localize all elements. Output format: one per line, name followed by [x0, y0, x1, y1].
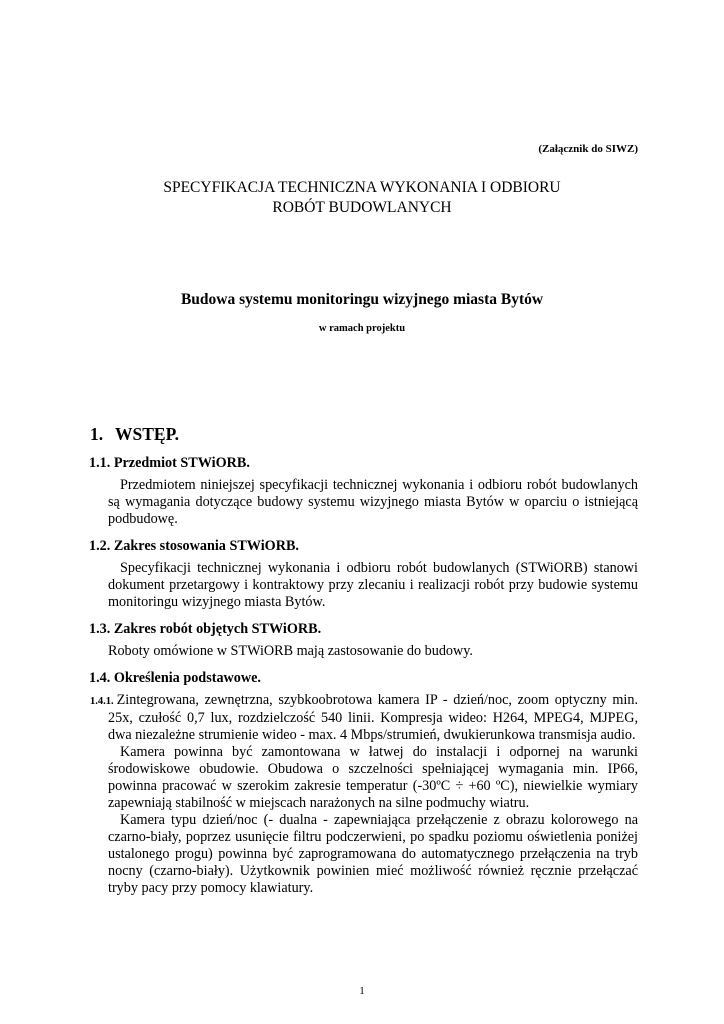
section-1-4-1-item: [90, 692, 638, 744]
project-title: Budowa systemu monitoringu wizyjnego miasta Bytów: [180, 291, 544, 308]
project-subtitle: w ramach projektu: [318, 323, 406, 334]
section-1-heading: [90, 426, 638, 443]
section-1-4-heading: 1.4. Określenia podstawowe.: [89, 670, 261, 686]
section-1-4-1-paragraph-3: Kamera typu dzień/noc (- dualna - zapewniająca przełączenie z obrazu kolorowego na czarno-biały, poprzez usunięcie filtru podczerwieni, po spadku poziomu oświetlenia poniżej ustalonego progu) powinna być zaprogramowana do automatycznego przełączenia na tryb nocny (czarno-biały). Użytkownik powinien mieć możliwość również ręcznie przełączać tryby pacy przy pomocy klawiatury.: [108, 812, 638, 896]
section-1-4-1-text: Zintegrowana, zewnętrzna, szybkoobrotowa kamera IP - dzień/noc, zoom optyczny min. 25x, czułość 0,7 lux, rozdzielczość 540 linii. Kompresja wideo: H264, MPEG4, MJPEG, dwa niezależne strumienie wideo - max. 4 Mbps/strumień, dwukierunkowa transmisja audio.: [108, 692, 638, 743]
annex-label: (Załącznik do SIWZ): [538, 143, 638, 155]
document-title-line2: ROBÓT BUDOWLANYCH: [272, 199, 452, 216]
section-1-4-1-number: 1.4.1.: [90, 696, 114, 707]
document-title: [0, 178, 724, 218]
section-1-3-paragraph: Roboty omówione w STWiORB mają zastosowanie do budowy.: [108, 643, 473, 659]
section-1-3-heading: 1.3. Zakres robót objętych STWiORB.: [89, 621, 322, 637]
section-1-4-1-paragraph-2: Kamera powinna być zamontowana w łatwej do instalacji i odpornej na warunki środowiskowe obudowie. Obudowa o szczelności spełniającej wymagania min. IP66, powinna pracować w szerokim zakresie temperatur (-30ºC ÷ +60 ºC), niewielkie wymiary zapewniają stabilność w miejscach narażonych na silne podmuchy wiatru.: [108, 744, 638, 811]
section-1-2-heading: 1.2. Zakres stosowania STWiORB.: [89, 538, 299, 554]
document-title-line1: SPECYFIKACJA TECHNICZNA WYKONANIA I ODBIORU: [163, 179, 561, 196]
section-1-1-heading: 1.1. Przedmiot STWiORB.: [89, 455, 250, 471]
section-1-number: 1.: [90, 424, 104, 444]
section-1-1-paragraph: Przedmiotem niniejszej specyfikacji technicznej wykonania i odbioru robót budowlanych są wymagania dotyczące budowy systemu wizyjnego miasta Bytów w oparciu o istniejącą podbudowę.: [108, 477, 638, 527]
section-1-title: WSTĘP.: [115, 424, 180, 444]
document-body: [90, 426, 638, 897]
page-number: 1: [359, 985, 365, 997]
section-1-2-paragraph: Specyfikacji technicznej wykonania i odbioru robót budowlanych (STWiORB) stanowi dokument przetargowy i kontraktowy przy zlecaniu i realizacji robót przy budowie systemu monitoringu wizyjnego miasta Bytów.: [108, 560, 638, 610]
